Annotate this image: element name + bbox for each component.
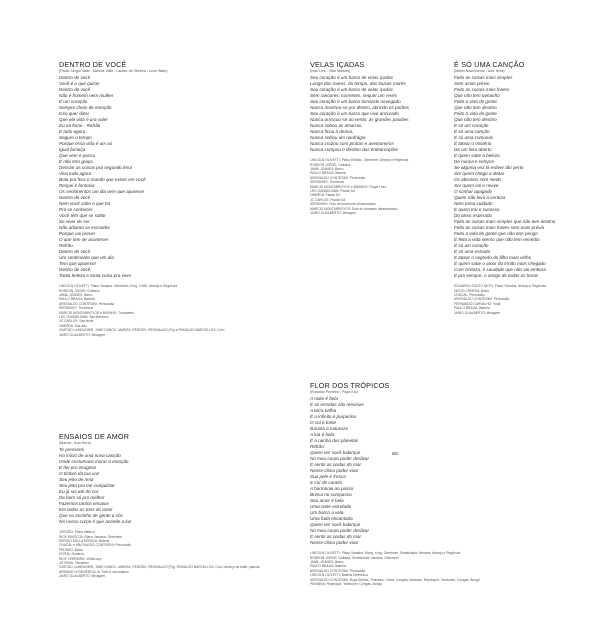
lyric-line: Onde costumava morar a emoção: [59, 459, 129, 465]
song-lyrics: [59, 75, 224, 279]
credit-line: MARCIO MONTARROYOS: Solo de trompete ultrasonizado: [310, 206, 398, 211]
lyric-line: Seu coração é um barco que vive ancorado: [310, 111, 399, 117]
lyric-line: É quem sabe o amor do irmão mais chegado: [454, 261, 546, 267]
lyric-line: É tatear o mistério: [454, 141, 492, 147]
song-author: (Marnia - Ana Terra): [59, 441, 91, 445]
lyric-line: Que não tem destino: [454, 105, 497, 111]
lyric-line: No meu corpo poder deslizar: [310, 456, 369, 462]
credit-line: ROBSON JORGE: Guitarra: [59, 288, 100, 293]
lyric-line: E sentir as ondas do mar: [310, 462, 362, 468]
lyric-line: Nesse clima poder voar: [310, 540, 359, 546]
lyric-line: É só uma estrada: [454, 249, 491, 255]
credit-line: GASTÃO LAMOUNIER, JANE DUBOC, MARIZA, PEDRÃO, REGINALDO (Pq), RONALDO BARCELLOS: Coro, arranjo de baile, palmas: [59, 565, 260, 570]
credit-line: JAMIL JOANES: Baixo: [310, 559, 344, 564]
credit-line: GASTÃO LAMOUNIER, JANE DUBOC, MARIZA, PEDRÃO, REGINALDO (Pq) e RONALDO BARCELLOS: Coro: [59, 328, 225, 333]
lyric-line: Ilumina a natureza: [310, 426, 348, 432]
credit-line: FÔRJA: Guitarra: [59, 552, 84, 557]
lyric-line: Sua pele é fresca: [310, 474, 346, 480]
song-title: ENSAIOS DE AMOR: [59, 432, 130, 441]
credit-line: PAULO BRAGA: Bateria: [59, 297, 95, 302]
lyric-line: A harmonia no passo: [310, 486, 354, 492]
credit-line: JC CARLOS: Flauta Sol: [310, 197, 346, 202]
lyric-line: É só um coração: [454, 123, 489, 129]
lyric-line: Uma fada encantada: [310, 516, 353, 522]
lyric-line: Seguro o tempo: [59, 135, 92, 141]
lyric-line: Sem rancores, correntes, sequer um revés: [310, 93, 398, 99]
credit-line: PAULO BRAGA: Bateria: [454, 306, 490, 311]
credit-line: ARIOVALDO CONTESINI: Percussão: [454, 297, 510, 302]
bis-marker: Bis: [392, 451, 399, 456]
lyric-line: Dentro de você: [59, 267, 91, 273]
lyric-line: Do amor esperado: [454, 213, 493, 219]
credit-line: PAULO BRAGA: Bateria: [310, 171, 346, 176]
lyric-line: Nunca arriscou-se ao vento, às grandes paixões: [310, 117, 409, 123]
lyric-line: Fazemos tantos ensaios: [59, 501, 109, 507]
lyric-line: Nem toma cuidado: [454, 201, 493, 207]
lyric-line: É o infinito é purpurina: [310, 414, 356, 420]
credit-line: SERGINHO: Trombone: [310, 180, 345, 185]
song-author: (Ivan Lins - Vitor Martins): [310, 69, 351, 73]
lyric-line: Seu coração é um barco de velas içadas: [310, 75, 393, 81]
lyric-line: Quero ver você balançar: [310, 450, 361, 456]
credit-line: ROBSON JORGE: Guitarra, Sintetizador Yamaha, Oberheim: [310, 555, 399, 560]
lyric-line: É quem trai o sucesso: [454, 207, 500, 213]
lyric-line: É só um coração: [454, 243, 489, 249]
lyric-line: De bom só pro melhor: [59, 495, 105, 501]
lyric-line: Ser quem chego a deitar: [454, 171, 505, 177]
lyric-line: É só uma canção: [454, 129, 490, 135]
lyric-line: Um sentimento que um dia: [59, 255, 114, 261]
credit-line: LINCOLN OLIVETTI: Piano Yamaha, Oberheim, Korg, CS80, Arranjo e Regência: [59, 284, 178, 289]
lyric-line: De um livro aberto: [454, 147, 492, 153]
credit-line: PENINHA: Repinique, Tamborim, Congas, Bongô: [310, 581, 383, 586]
lyric-line: Quero ver você balançar: [310, 522, 361, 528]
song-credits: [59, 284, 224, 337]
song-dentro-de-voce: [59, 61, 224, 337]
credit-line: LINCOLN OLIVETTI: Bateria Eletrônica: [310, 573, 368, 578]
credit-line: OBERDA: Flauta Dó: [310, 193, 341, 198]
lyric-line: Sem astas prévio: [454, 81, 490, 87]
song-lyrics: [310, 75, 409, 153]
credit-line: OBERDA: Sax-alto: [59, 323, 87, 328]
lyric-line: E dei pro imaginar: [59, 465, 97, 471]
lyric-line: Feito as coisas mais fontes sem asas prévio: [454, 225, 545, 231]
lyric-line: Porque vai prever: [59, 231, 96, 237]
credit-line: JAIRO GUALBERTO: Mixagem: [59, 332, 106, 337]
lyric-line: Dentro de você: [59, 195, 91, 201]
credit-line: LEO GANDELMAN: Flauta Sol: [310, 188, 356, 193]
lyric-line: É tudo agora: [59, 129, 86, 135]
lyric-line: Uma noite estrelada: [310, 504, 352, 510]
lyric-line: Pra se conhecer: [59, 207, 93, 213]
lyric-line: Em todos os tons do amor: [59, 507, 113, 513]
credit-line: JAIRO GUALBERTO: Mixagem: [310, 210, 357, 215]
lyric-line: Respei e fantasia: [59, 183, 95, 189]
lyric-line: Seu amor é bela: [310, 498, 344, 504]
lyric-line: Nunca cruzou com piratas e aventureiros: [310, 141, 394, 147]
lyric-line: Igual fumaça: [59, 147, 86, 153]
song-author: (Milton Nascimento - Ana Terra): [454, 69, 505, 73]
lyric-line: O timbre da tua voz: [59, 471, 100, 477]
lyric-line: Isso quer dizer: [59, 111, 90, 117]
lyric-line: De nunca e sempre: [454, 159, 495, 165]
lyric-line: Nunca sofreu um naufrágio,: [310, 135, 367, 141]
lyric-line: Longe dos mares, do tempo, das loucas marés: [310, 81, 406, 87]
credit-line: JAMIL JOANES: Baixo: [59, 292, 93, 297]
lyric-line: Dentro de você: [59, 249, 91, 255]
lyric-line: Os abismos sem medo: [454, 177, 501, 183]
song-title: DENTRO DE VOCÊ: [59, 60, 127, 69]
song-e-so-uma-cancao: [454, 61, 555, 315]
lyric-line: É um coração: [59, 99, 88, 105]
credit-line: LINCOLN OLIVETTI: Piano Yamaha, Moog, Korg, Oberheim, Sintetizador Yamaha, Arranjo e Regência: [310, 551, 461, 556]
lyric-line: A noite é bela: [310, 396, 338, 402]
lyric-line: Que não tem tamanho: [454, 93, 500, 99]
lyric-line: Seu jeito de rima: [59, 477, 94, 483]
lyric-line: É tatear o segredo do filho mais velho: [454, 255, 532, 261]
lyric-line: E sentir as ondas do mar: [310, 534, 362, 540]
lyric-line: Não é homem nem mulher: [59, 93, 114, 99]
lyric-line: Eu na fome - Refrão: [59, 123, 101, 129]
song-author: (Paulo Sérgio Valle - Marcos Valle - Lauder de Oliveira - Leon Ware): [59, 69, 168, 73]
lyric-line: Os sentimentos um dia vem que aparecer: [59, 189, 145, 195]
song-lyrics: [310, 396, 480, 546]
song-author: (Ronaldo Pinheiro - Papa Kid): [310, 390, 358, 394]
song-credits: [310, 551, 480, 586]
lyric-line: Um barco a vela: [310, 510, 344, 516]
lyric-line: Que não tem destino: [454, 117, 497, 123]
song-flor-dos-tropicos: [310, 382, 480, 586]
lyric-line: O que tem de acontecer: [59, 237, 109, 243]
credit-line: ARIOVALDO CONTESINI: Percussão: [310, 175, 366, 180]
credit-line: JAIRO GUALBERTO: Mixagem: [454, 310, 501, 315]
lyric-line: O sonhar apagado: [454, 189, 493, 195]
lyric-line: Nunca mostrou-se por dentro, abrindo os porões: [310, 105, 410, 111]
credit-line: SERGINHO: Solo de trombone ultrasonizado: [310, 202, 376, 207]
lyric-line: Você tem que se soltar: [59, 213, 106, 219]
credit-line: LINCOLN OLIVETTI: Piano Elétrico, Oberheim, Arranjo e Regência: [310, 158, 409, 163]
lyric-line: Eu já sei até de cor: [59, 489, 99, 495]
lyric-line: No início de uma nova canção: [59, 453, 121, 459]
credit-line: EDUARDO SOUTO NETO: Piano Yamaha, Arranjo e Regência: [454, 284, 547, 289]
song-credits: [454, 284, 555, 315]
lyric-line: Com certeza, é saudade que não vai embora: [454, 267, 546, 273]
lyric-line: Dentro de você: [59, 87, 91, 93]
lyric-line: Feito as coisas mais fontes: [454, 87, 510, 93]
lyric-line: Se viver de ser: [59, 219, 90, 225]
lyric-line: Brinca no compasso: [310, 492, 352, 498]
credit-line: PAULO BRAGA: Bateria: [310, 564, 346, 569]
lyric-line: Não adianta se esconder: [59, 225, 111, 231]
credit-line: CHACAL: Percussão: [454, 292, 485, 297]
lyric-line: Feito as coisas mais simples: [454, 75, 513, 81]
credit-line: DÉCIO CRISPIM: Baixo: [454, 288, 490, 293]
song-title: É SÓ UMA CANÇÃO: [454, 60, 525, 69]
song-lyrics: [454, 75, 555, 279]
lyric-line: Feito a vida do gente: [454, 99, 497, 105]
credit-line: RICK FERREIRA: Violão aço: [59, 556, 102, 561]
credit-line: JORGÃO: Piano elétrico: [59, 530, 95, 535]
lyric-line: Refrão:: [310, 444, 326, 450]
lyric-line: Nunca sobou as amarras,: [310, 123, 363, 129]
lyric-line: No meu corpo poder deslizar: [310, 528, 369, 534]
credit-line: ARIOVALDO CONTESINI: Percussão: [59, 301, 115, 306]
lyric-line: Seu coração é um barco tomando navegado: [310, 99, 401, 105]
lyric-line: Ser quem vai e revive: [454, 183, 499, 189]
lyric-line: O sol é fonte: [310, 420, 337, 426]
lyric-line: Seu jeito pra me conquistar: [59, 483, 115, 489]
lyric-line: Feito a vida do gente que não tem perigo: [454, 231, 538, 237]
credit-line: RICK PANTOJA: Piano Yamaha, Oberheim: [59, 534, 123, 539]
credit-line: MARCIO MONTARROYOS e BIDINHO: Flugel Horn: [310, 184, 387, 189]
lyric-line: Porque essa vida é um só: [59, 141, 113, 147]
credit-line: PEDRÃO: Baixo: [59, 547, 84, 552]
lyric-line: E cor de canela: [310, 480, 342, 486]
credit-line: JAMIL JOANES: Baixo: [310, 166, 344, 171]
lyric-line: É só uma comunas: [454, 135, 494, 141]
lyric-line: A lua é bela: [310, 432, 335, 438]
song-velas-icadas: [310, 61, 409, 215]
credit-line: ARIOVALDO CONTESINI: Roça Efeitos, Timbales, Caxixi, Congas, Maracas, Reprinque, Tamborim, Congas, Bongô: [310, 577, 480, 582]
credit-line: ROBSON JORGE: Guitarra: [310, 162, 351, 167]
lyric-line: Que ela vida é pra valer: [59, 117, 108, 123]
lyric-line: E as estrelas são meninas: [310, 402, 364, 408]
song-credits: [310, 158, 409, 215]
credit-line: LEO GANDELMAN: Sax-Barítono: [59, 314, 109, 319]
song-ensaios-de-amor: [59, 433, 260, 579]
lyric-line: É feito a vida eterno que não tem remédio: [454, 237, 540, 243]
credit-line: CHACAL e ARIOVALDO CONTESINI: Percussão: [59, 543, 132, 548]
lyric-line: E não tem graça: [59, 159, 93, 165]
lyric-line: Viva tudo agora: [59, 171, 92, 177]
lyric-line: Nesse clima poder voar: [310, 468, 359, 474]
credit-line: JAIRO GUALBERTO: Mixagem: [59, 574, 106, 579]
credit-line: SÉRGIO DELLA MÔNICA: Bateria: [59, 538, 110, 543]
lyric-line: Nunca cumpriu o destino das embarcações: [310, 147, 399, 153]
lyric-line: Refrão: [59, 243, 73, 249]
lyric-line: Que no ensinho de gente a sós: [59, 513, 123, 519]
credit-line: ARRANJO e REGÊNCIA: Ai Tátio e convidados: [59, 569, 129, 574]
credit-line: MARCIO MONTARROYOS e BIDINHO: Trompetes: [59, 310, 134, 315]
lyric-line: Seu coração é um barco de velas içadas: [310, 87, 393, 93]
lyric-line: Tem que aparecer: [59, 261, 97, 267]
lyric-line: Você é o que quiser: [59, 81, 100, 87]
song-title: VELAS IÇADAS: [310, 60, 365, 69]
lyric-line: Nunca ficou à deriva,: [310, 129, 354, 135]
credit-line: ARIOVALDO CONTESINI: Percussão: [310, 568, 366, 573]
lyric-line: É a rainha dos planetas: [310, 438, 359, 444]
lyric-line: Que vem e passa: [59, 153, 96, 159]
lyric-line: É quem sabe a beleza: [454, 153, 500, 159]
credit-line: JC CARLOS: Sax-tenor: [59, 319, 94, 324]
lyric-line: A terra brilha: [310, 408, 337, 414]
lyric-line: Nem você sabe o que há: [59, 201, 111, 207]
lyric-line: Te pressenti: [59, 447, 84, 453]
lyric-line: Se alguma vez lá estiver tão perto: [454, 165, 524, 171]
lyric-line: Desviar as coisas pra segundo feira: [59, 165, 133, 171]
lyric-line: No nosso corpo é que acende a luz: [59, 519, 132, 525]
credit-line: FERNANDO CARVALHO: Viola: [454, 301, 501, 306]
lyric-line: Quem não leva a certeza: [454, 195, 506, 201]
lyric-line: Dentro de você: [59, 75, 91, 81]
lyric-line: Bota pra fora o mundo que existe em você: [59, 177, 146, 183]
lyric-line: Tanta beleza e tanta coisa pra viver: [59, 273, 132, 279]
credit-line: SERGINHO: Trombone: [59, 306, 94, 311]
lyric-line: Feito as coisas mais simples que não tem destino: [454, 219, 556, 225]
lyric-line: Sempre cheio de emoção: [59, 105, 112, 111]
lyric-line: É pra sempre, o amigo de todas as horas: [454, 273, 539, 279]
lyric-line: Feito a vida do gente: [454, 111, 497, 117]
song-lyrics: [59, 447, 260, 525]
song-credits: [59, 530, 260, 578]
song-title: FLOR DOS TRÓPICOS: [310, 381, 390, 390]
credit-line: JOTINHA: Vibrafone: [59, 560, 89, 565]
